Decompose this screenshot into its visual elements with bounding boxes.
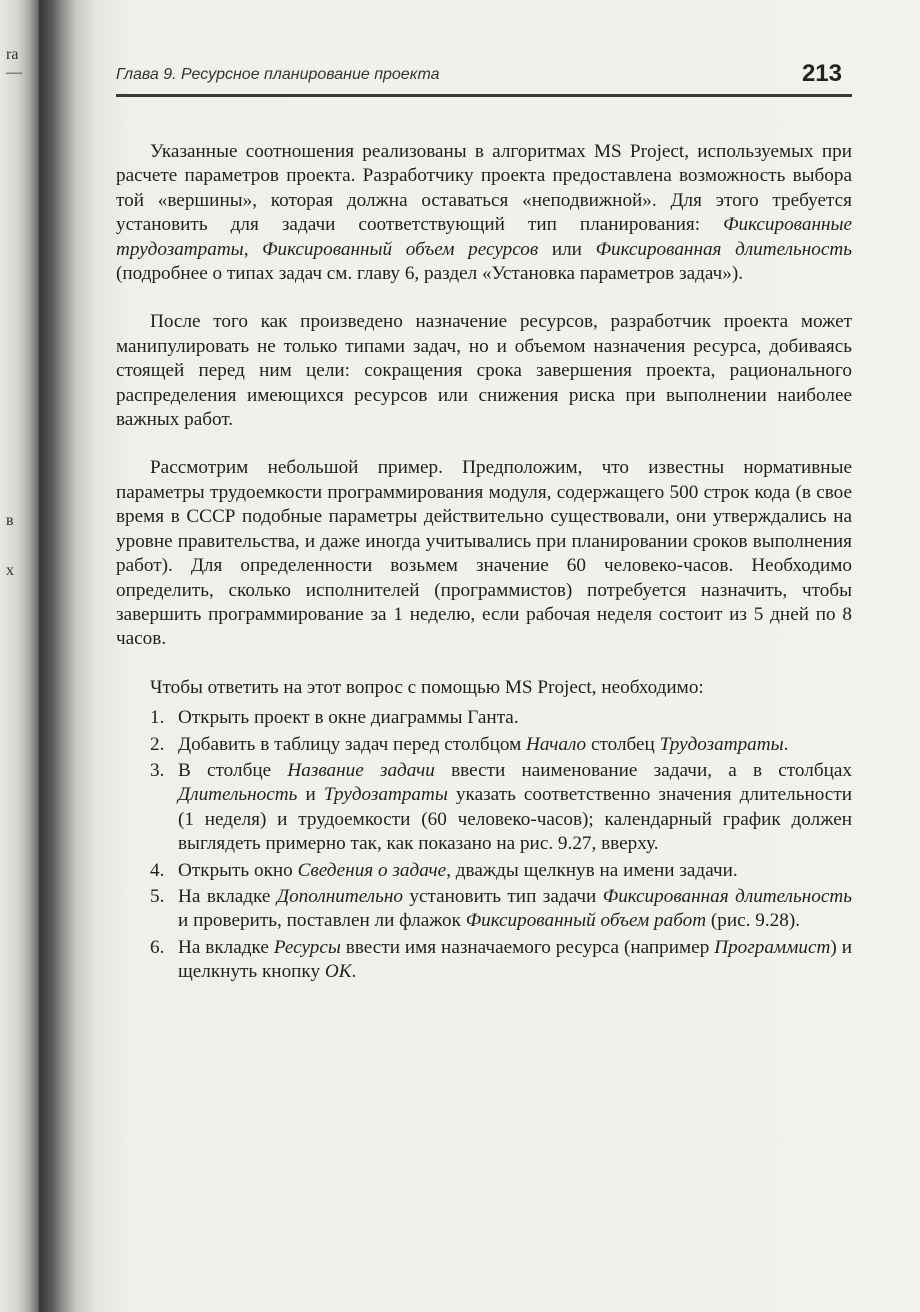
emphasis-text: Фиксированная длительность: [602, 885, 852, 907]
step-number: 4.: [150, 859, 165, 881]
step-text: [178, 860, 738, 881]
text-run: и проверить, поставлен ли флажок: [178, 910, 466, 932]
paragraph: [116, 456, 852, 651]
emphasis-text: Программист: [714, 936, 831, 958]
paragraph: [116, 310, 852, 432]
paragraph: [116, 140, 852, 286]
step-number: 6.: [150, 936, 165, 958]
step-text: [178, 707, 519, 728]
page-body: [116, 140, 852, 987]
text-run: ввести имя назначаемого ресурса (например: [340, 936, 715, 958]
text-run: , дважды щелкнув на имени задачи.: [446, 859, 738, 881]
text-run: Указанные соотношения реализованы в алгоритмах MS Project, используемых при расчете параметров проекта. Разработчику проекта предоставлена возможность выбора той «вершины», которая должна оставаться «неподвижной». Для этого требуется установить для задачи соответствующий тип планирования:: [116, 141, 852, 236]
margin-fragment: ra: [6, 46, 19, 63]
header-rule: [116, 94, 852, 97]
text-run: Открыть окно: [178, 859, 298, 881]
page-number: 213: [801, 60, 842, 87]
text-run: В столбце: [178, 759, 288, 781]
emphasis-text: Фиксированные трудозатраты: [116, 214, 852, 260]
step-number: 3.: [150, 759, 165, 781]
step-text: [178, 886, 852, 931]
running-header: [116, 60, 852, 100]
text-run: .: [351, 961, 357, 983]
emphasis-text: Трудозатраты: [323, 784, 448, 806]
text-run: и: [297, 784, 324, 806]
text-run: столбец: [586, 733, 660, 755]
emphasis-text: Ресурсы: [273, 936, 341, 958]
emphasis-text: Фиксированный объем ресурсов: [262, 238, 539, 260]
step-text: [178, 734, 788, 755]
margin-fragment: x: [6, 562, 14, 579]
text-run: Рассмотрим небольшой пример. Предположим, что известны нормативные параметры трудоемкости программирования модуля, содержащего 500 строк кода (в свое время в СССР подобные параметры действительно существовали, они утверждались на уровне правительства, и даже иногда учитывались при планировании сроков выполнения работ). Для определенности возьмем значение 60 человеко-часов. Необходимо определить, сколько исполнителей (программистов) потребуется назначить, чтобы завершить программирование за 1 неделю, если рабочая неделя состоит из 5 дней по 8 часов.: [116, 457, 852, 650]
text-run: указать соответственно значения длительности (1 неделя) и трудоемкости (60 человеко-часов); календарный график должен выглядеть примерно так, как показано на рис. 9.27, вверху.: [178, 784, 852, 855]
list-item: [116, 885, 852, 934]
text-run: После того как произведено назначение ресурсов, разработчик проекта может манипулировать не только типами задач, но и объемом назначения ресурса, добиваясь стоящей перед ним цели: сокращения срока завершения проекта, рационального распределения имеющихся ресурсов или снижения риска при выполнении наиболее важных работ.: [116, 311, 852, 431]
list-intro: Чтобы ответить на этот вопрос с помощью MS Project, необходимо:: [150, 676, 704, 698]
list-item: [116, 859, 852, 883]
text-run: ввести наименование задачи, а в столбцах: [434, 759, 852, 781]
text-run: Открыть проект в окне диаграммы Ганта.: [178, 707, 519, 729]
step-text: [178, 760, 852, 854]
margin-fragment: в: [6, 512, 14, 529]
text-run: (рис. 9.28).: [706, 910, 801, 932]
list-item: [116, 733, 852, 757]
emphasis-text: ОК: [324, 961, 352, 983]
emphasis-text: Трудозатраты: [659, 733, 784, 755]
list-item: [116, 706, 852, 730]
step-number: 5.: [150, 885, 165, 907]
previous-page-edge: [0, 0, 40, 1312]
text-run: ,: [243, 238, 263, 260]
text-run: ) и щелкнуть кнопку: [178, 936, 852, 983]
margin-fragment: —: [6, 64, 22, 81]
step-number: 1.: [150, 707, 165, 729]
emphasis-text: Дополнительно: [276, 885, 403, 907]
chapter-title: Глава 9. Ресурсное планирование проекта: [116, 66, 440, 83]
text-run: .: [783, 733, 789, 755]
text-run: На вкладке: [178, 885, 277, 907]
emphasis-text: Начало: [526, 733, 587, 755]
text-run: (подробнее о типах задач см. главу 6, раздел «Установка параметров задач»).: [116, 263, 744, 285]
emphasis-text: Фиксированный объем работ: [465, 910, 707, 932]
step-number: 2.: [150, 733, 165, 755]
text-run: установить тип задачи: [402, 885, 603, 907]
emphasis-text: Название задачи: [287, 759, 435, 781]
step-text: [178, 937, 852, 982]
emphasis-text: Сведения о задаче: [297, 859, 447, 881]
emphasis-text: Длительность: [178, 784, 298, 806]
list-item: [116, 936, 852, 985]
text-run: На вкладке: [178, 936, 274, 958]
steps-list: [116, 706, 852, 984]
text-run: Добавить в таблицу задач перед столбцом: [178, 733, 527, 755]
emphasis-text: Фиксированная длительность: [595, 238, 852, 260]
list-item: [116, 759, 852, 857]
text-run: или: [538, 238, 596, 260]
